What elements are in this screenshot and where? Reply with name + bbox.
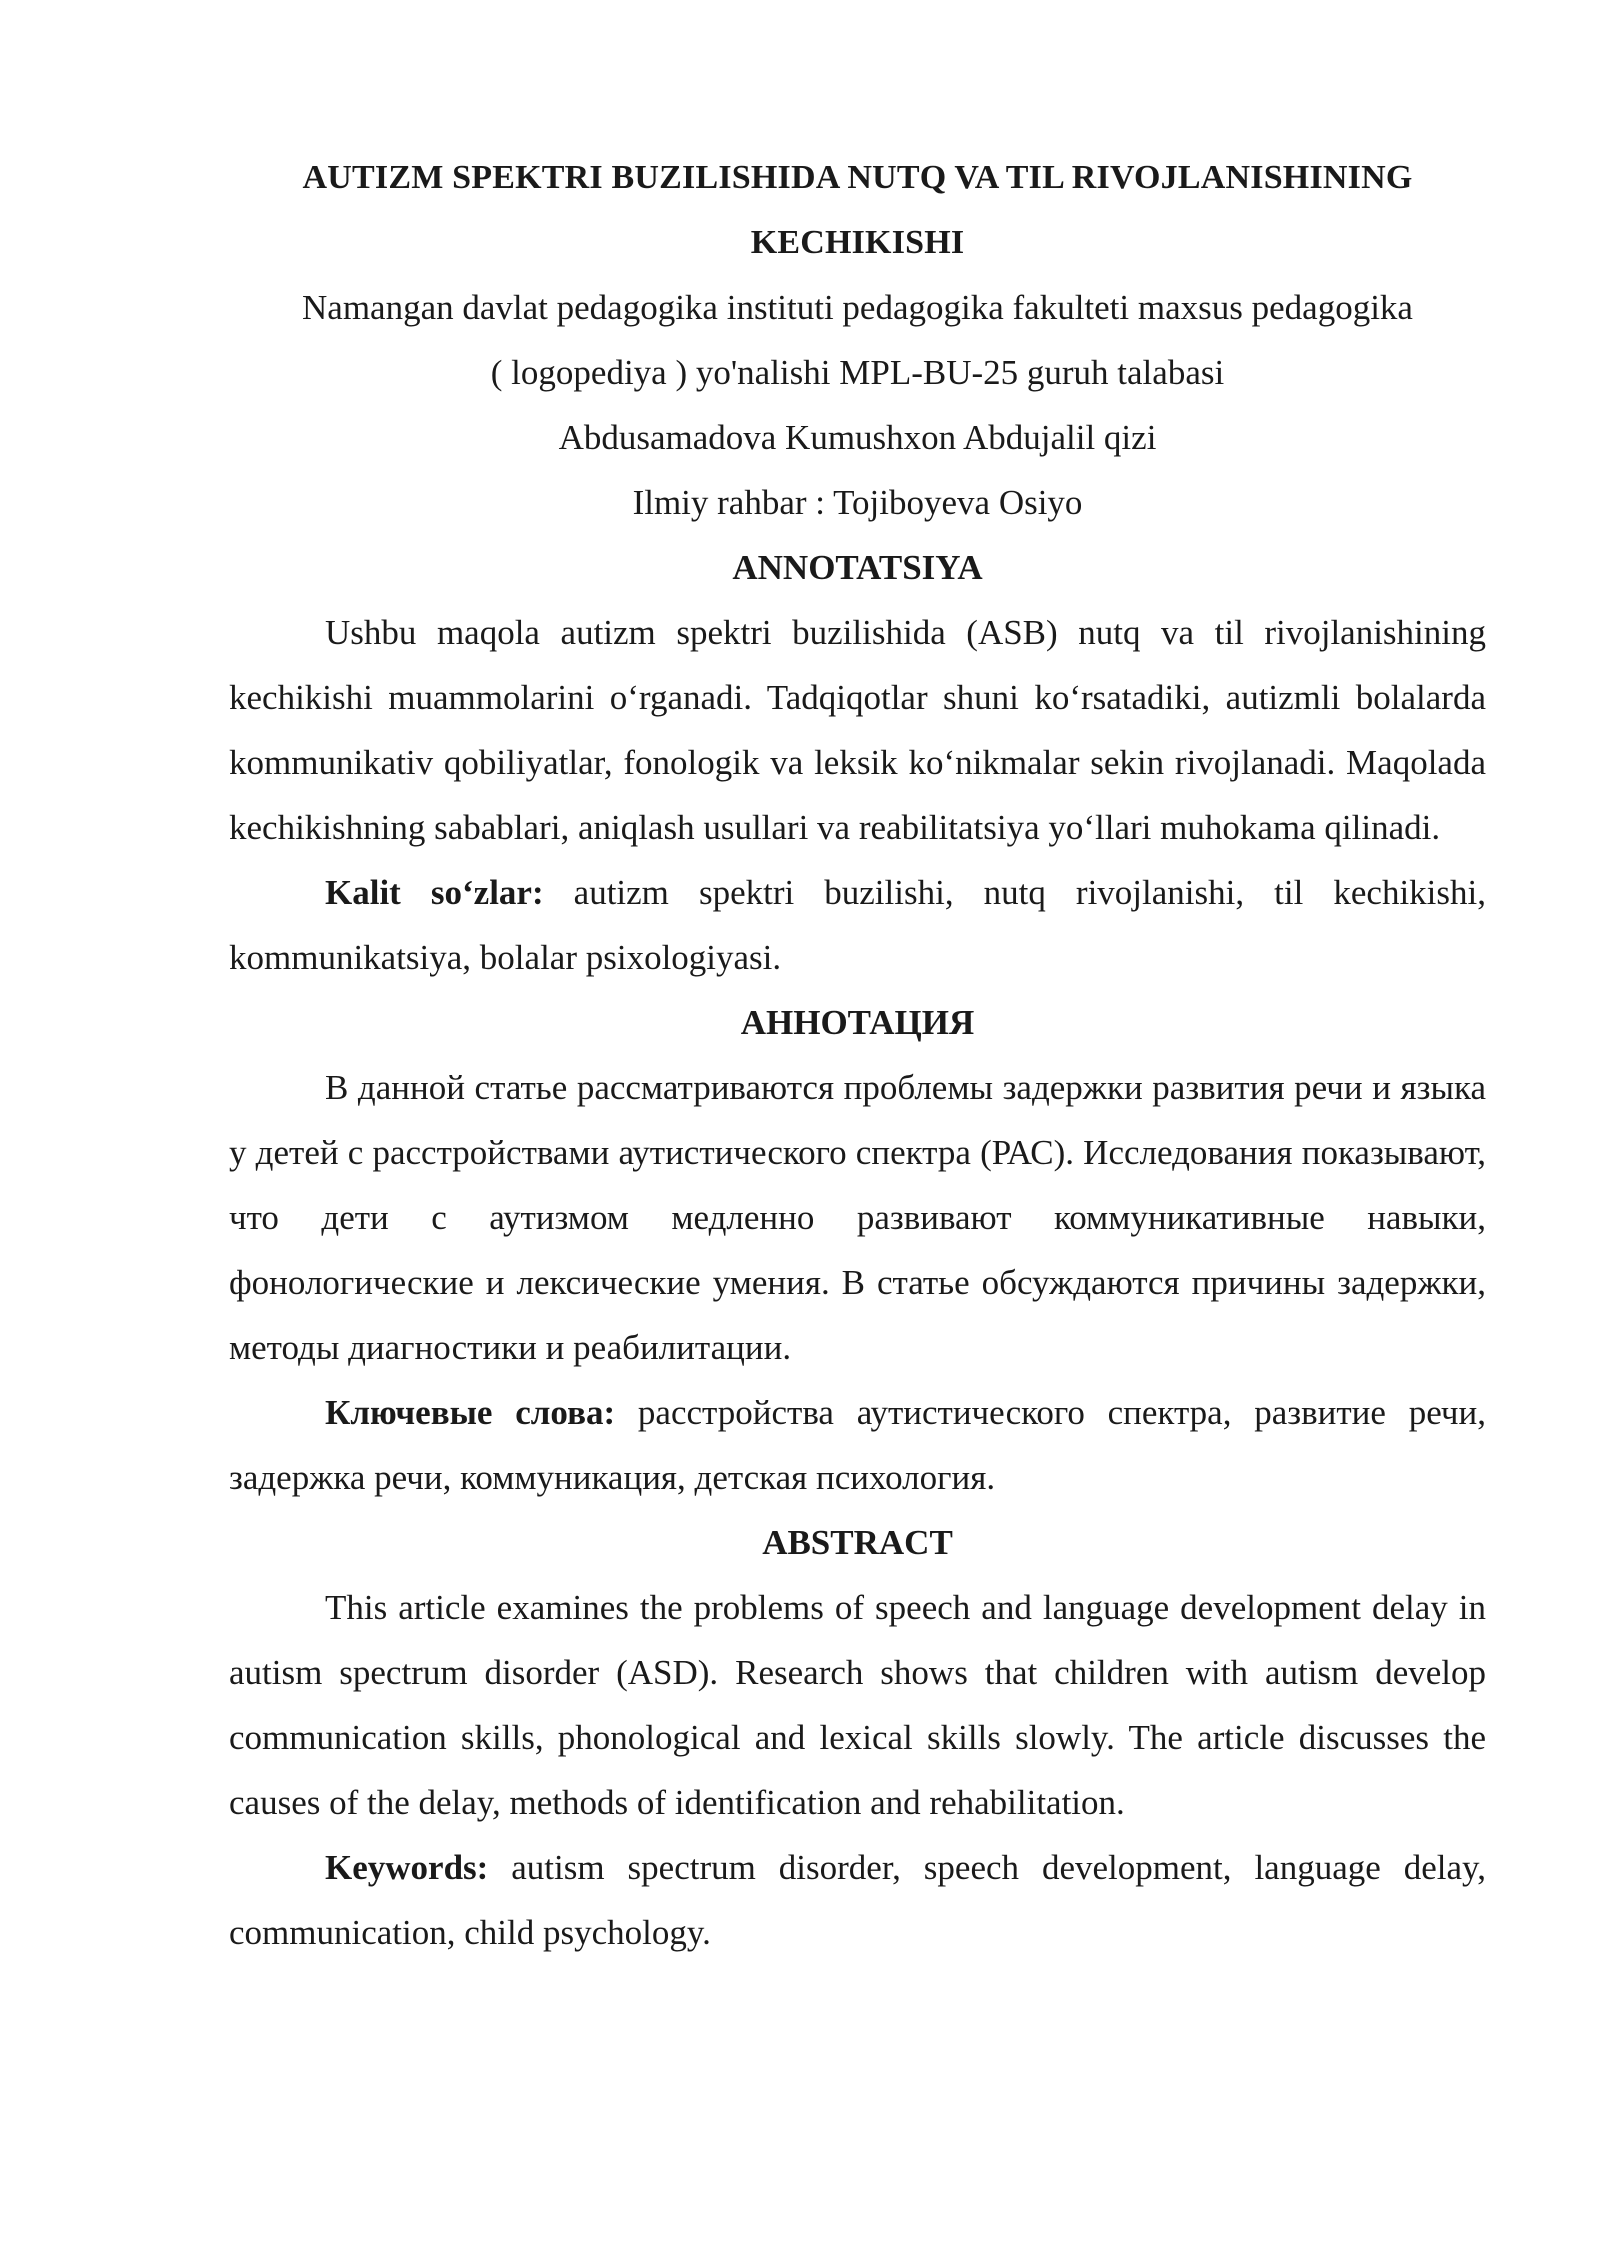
keywords-list: расстройства аутистического спектра, развитие речи, задержка речи, коммуникация, детская психология.: [229, 1393, 1486, 1497]
annotation-ru-keywords: [229, 1380, 1486, 1510]
author-name: Abdusamadova Kumushxon Abdujalil qizi: [558, 418, 1157, 457]
annotation-uz-heading: ANNOTATSIYA: [732, 548, 983, 587]
supervisor: Ilmiy rahbar : Tojiboyeva Osiyo: [632, 483, 1083, 522]
abstract-en-heading: ABSTRACT: [762, 1523, 953, 1562]
paper-page: [229, 145, 1486, 1965]
abstract-en-text: This article examines the problems of speech and language development delay in autism spectrum disorder (ASD). Research shows that children with autism develop communication skills, phonological and lexical skills slowly. The article discusses the causes of the delay, methods of identification and rehabilitation.: [229, 1588, 1486, 1822]
paper-title-line-1: AUTIZM SPEKTRI BUZILISHIDA NUTQ VA TIL RIVOJLANISHINING: [302, 159, 1413, 196]
annotation-uz-text: Ushbu maqola autizm spektri buzilishida (ASB) nutq va til rivojlanishining kechikishi muammolarini o‘rganadi. Tadqiqotlar shuni ko‘rsatadiki, autizmli bolalarda kommunikativ qobiliyatlar, fonologik va leksik ko‘nikmalar sekin rivojlanadi. Maqolada kechikishning sabablari, aniqlash usullari va reabilitatsiya yo‘llari muhokama qilinadi.: [229, 613, 1486, 847]
keywords-label: Ключевые слова:: [325, 1393, 616, 1432]
affiliation-line-1: Namangan davlat pedagogika instituti pedagogika fakulteti maxsus pedagogika: [302, 288, 1413, 327]
affiliation-line-2: ( logopediya ) yo'nalishi MPL-BU-25 guruh talabasi: [490, 353, 1225, 392]
keywords-list: autizm spektri buzilishi, nutq rivojlanishi, til kechikishi, kommunikatsiya, bolalar psixologiyasi.: [229, 873, 1486, 977]
keywords-label: Keywords:: [325, 1848, 489, 1887]
annotation-ru-text: В данной статье рассматриваются проблемы задержки развития речи и языка у детей с расстройствами аутистического спектра (РАС). Исследования показывают, что дети с аутизмом медленно развивают коммуникативные навыки, фонологические и лексические умения. В статье обсуждаются причины задержки, методы диагностики и реабилитации.: [229, 1068, 1486, 1367]
keywords-list: autism spectrum disorder, speech development, language delay, communication, child psychology.: [229, 1848, 1486, 1952]
paper-title-line-2: KECHIKISHI: [750, 224, 965, 261]
abstract-en-keywords: [229, 1835, 1486, 1965]
keywords-label: Kalit so‘zlar:: [325, 873, 544, 912]
annotation-ru-heading: АННОТАЦИЯ: [740, 1003, 975, 1042]
annotation-uz-keywords: [229, 860, 1486, 990]
